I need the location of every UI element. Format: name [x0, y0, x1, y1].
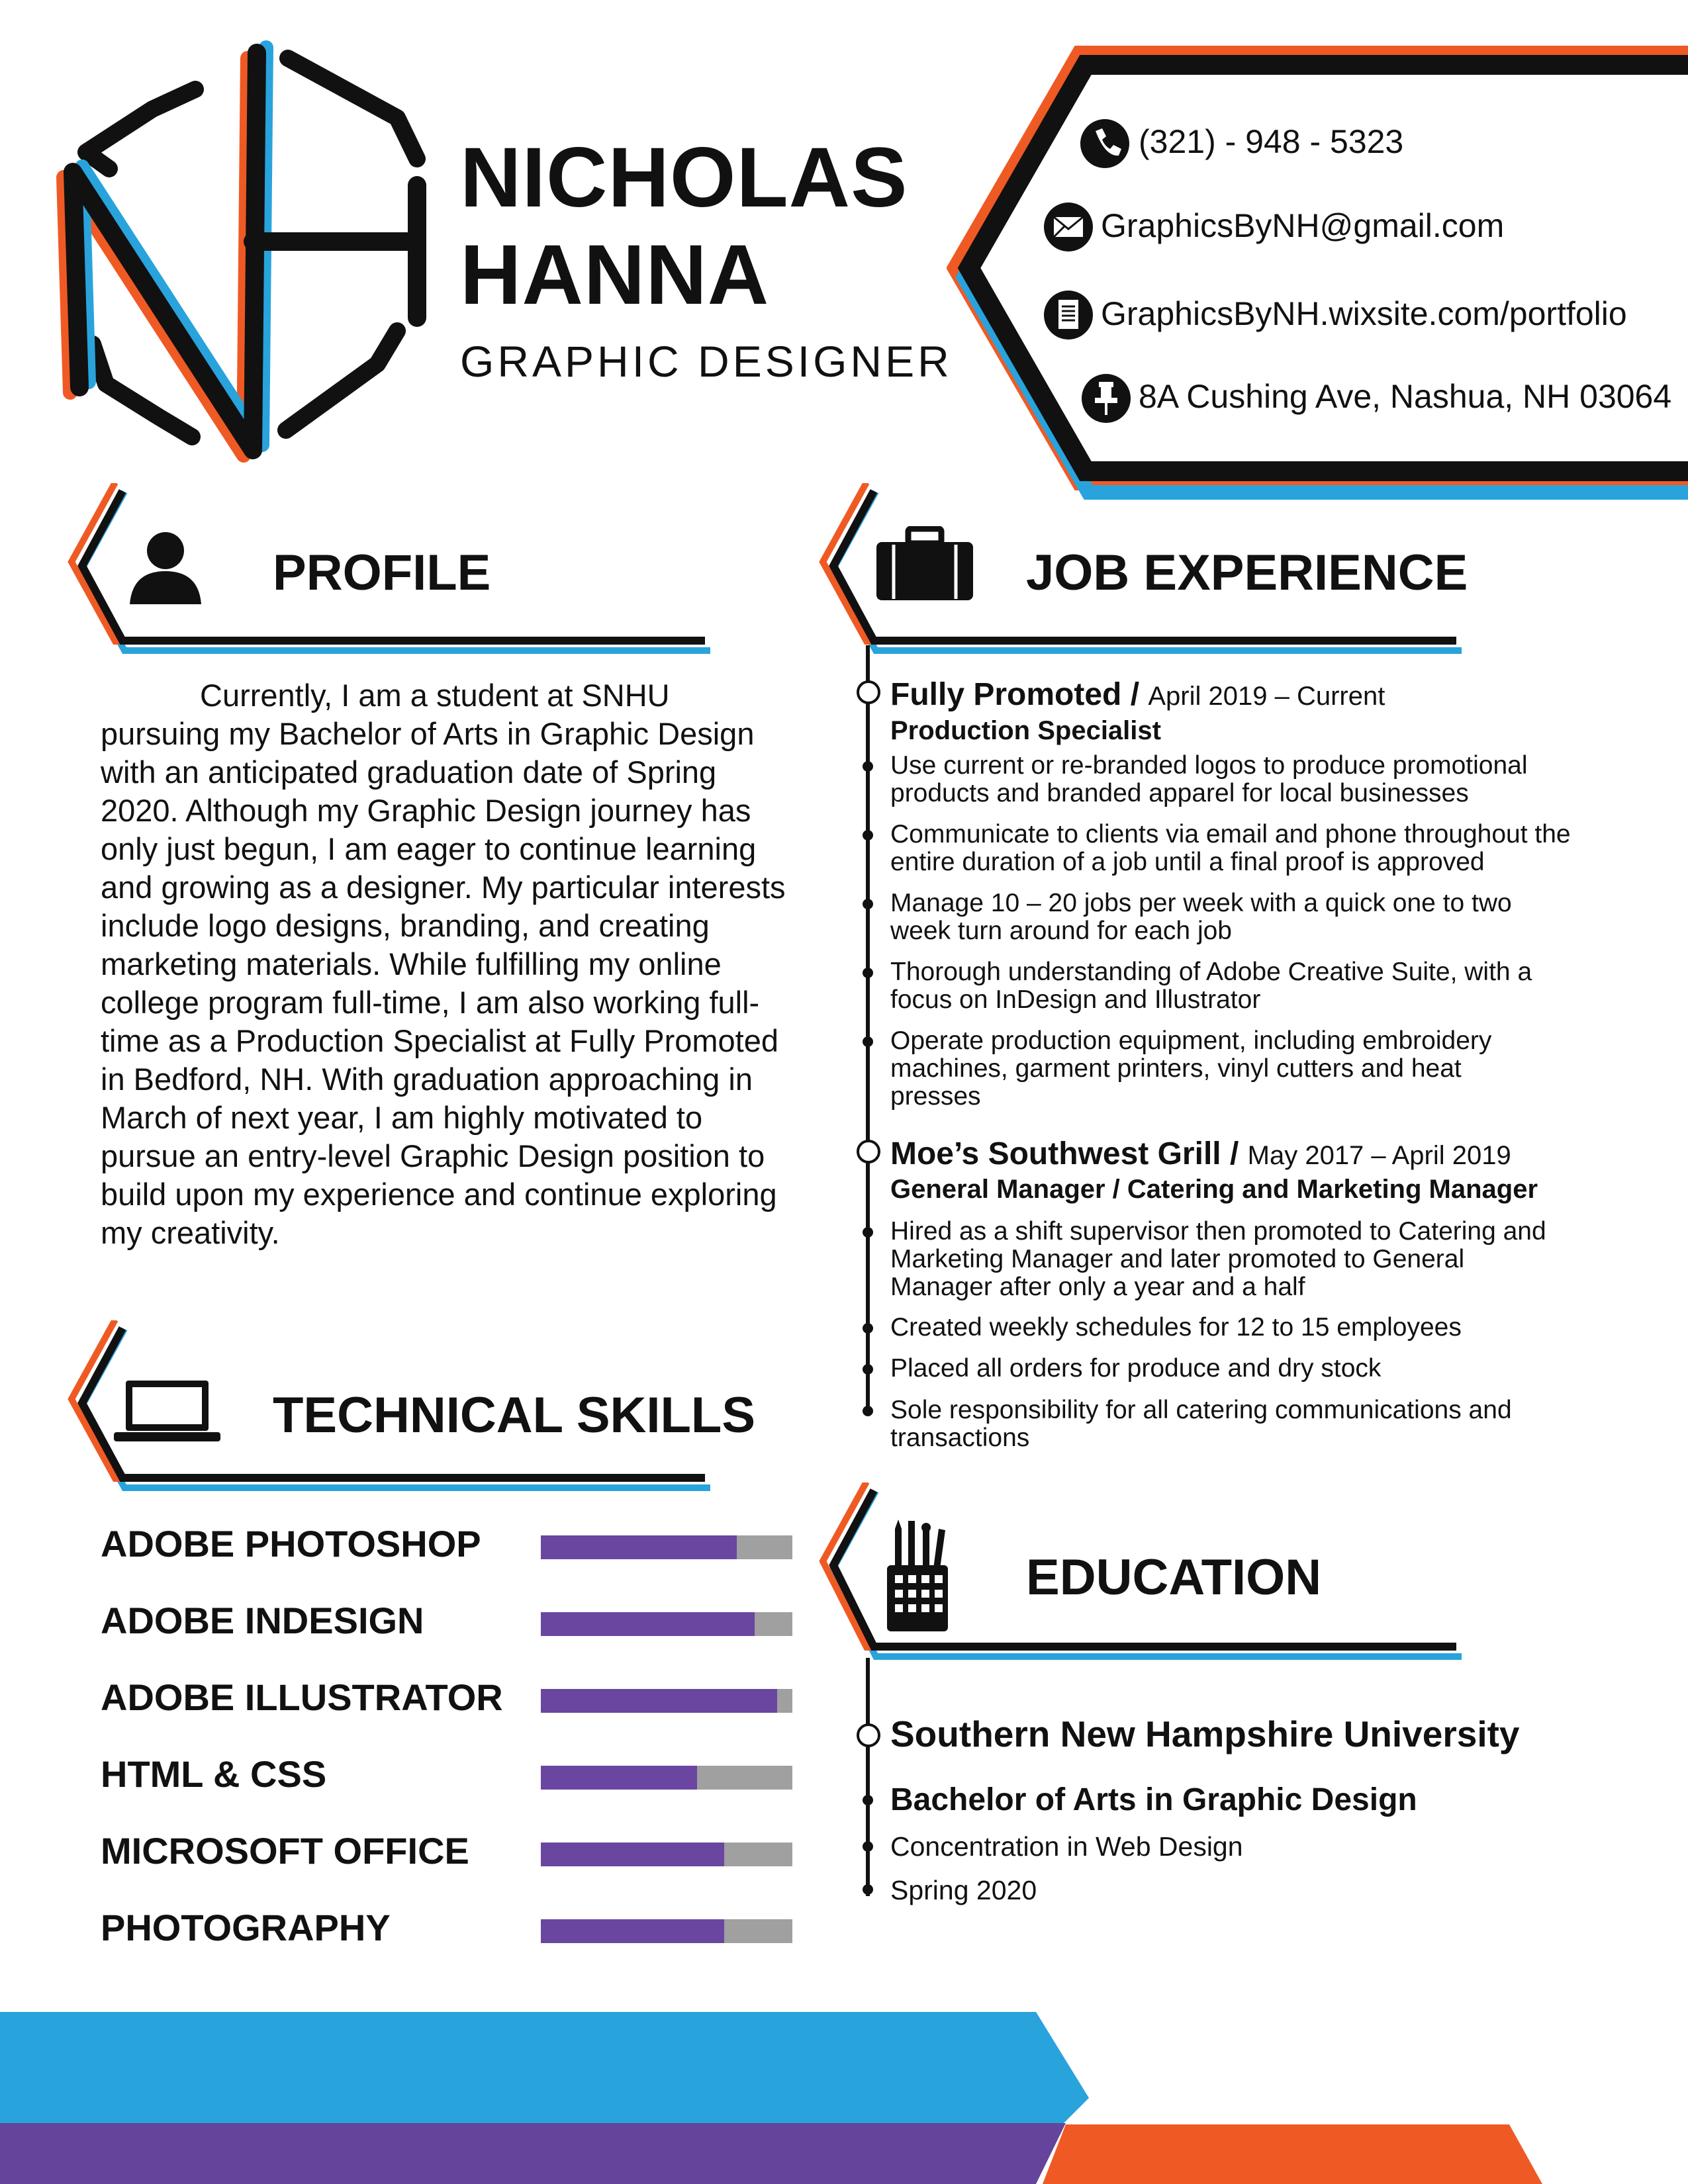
job-separator: /: [1221, 1136, 1248, 1171]
skill-row: [101, 1752, 326, 1796]
document-icon: [1043, 289, 1094, 341]
job-company: Fully Promoted: [890, 677, 1122, 712]
contact-frame: [947, 40, 1688, 503]
skill-bar: [541, 1535, 792, 1559]
bullet-dot: [863, 1841, 873, 1852]
skill-row: [101, 1906, 391, 1949]
experience-timeline: [866, 645, 870, 1413]
job-title: GRAPHIC DESIGNER: [460, 337, 953, 386]
footer-decoration: [0, 2012, 1688, 2184]
job-role: Production Specialist: [890, 716, 1161, 745]
education-degree: Bachelor of Arts in Graphic Design: [890, 1782, 1417, 1817]
profile-body: [101, 676, 789, 1252]
timeline-node: [857, 680, 880, 704]
job-bullet: Created weekly schedules for 12 to 15 employees: [890, 1313, 1462, 1342]
job-dates: April 2019 – Current: [1148, 682, 1385, 711]
skill-fill: [541, 1612, 755, 1636]
job-bullet: Operate production equipment, including embroidery machines, garment printers, vinyl cutters and heat presses: [890, 1026, 1492, 1111]
skill-row: [101, 1599, 424, 1642]
bullet-dot: [863, 761, 873, 772]
bullet-dot: [863, 1364, 873, 1375]
profile-text: Currently, I am a student at SNHU pursuing my Bachelor of Arts in Graphic Design with an anticipated graduation date of Spring 2020. Although my Graphic Design journey has only just begun, I am eager to continue learning and growing as a designer. My particular interests include logo designs, branding, and creating marketing materials. While fulfilling my online college program full-time, I am also working full-time as a Production Specialist at Fully Promoted in Bedford, NH. With graduation approaching in March of next year, I am highly motivated to pursue an entry-level Graphic Design position to build upon my experience and continue exploring my creativity.: [101, 678, 786, 1250]
profile-heading: PROFILE: [273, 545, 491, 601]
job-header: [890, 1136, 1511, 1172]
education-date: Spring 2020: [890, 1875, 1037, 1905]
skill-fill: [541, 1919, 724, 1943]
pencil-cup-icon: [886, 1516, 952, 1635]
skill-label: PHOTOGRAPHY: [101, 1907, 391, 1948]
skill-bar: [541, 1766, 792, 1790]
job-header: [890, 676, 1385, 713]
laptop-icon: [113, 1378, 222, 1444]
skill-bar: [541, 1612, 792, 1636]
skill-fill: [541, 1766, 697, 1790]
job-bullet: Manage 10 – 20 jobs per week with a quick one to two week turn around for each job: [890, 889, 1512, 945]
phone-number[interactable]: (321) - 948 - 5323: [1139, 123, 1404, 160]
skill-fill: [541, 1689, 777, 1713]
job-bullet: Hired as a shift supervisor then promoted to Catering and Marketing Manager and later promoted to General Manager after only a year and a half: [890, 1217, 1546, 1301]
address: 8A Cushing Ave, Nashua, NH 03064: [1139, 378, 1672, 415]
education-timeline: [866, 1658, 870, 1896]
skill-label: ADOBE INDESIGN: [101, 1600, 424, 1641]
email-icon: [1043, 201, 1094, 253]
skill-fill: [541, 1843, 724, 1866]
bullet-dot: [863, 1795, 873, 1805]
bullet-dot: [863, 899, 873, 909]
bullet-dot: [863, 1227, 873, 1238]
skill-label: ADOBE ILLUSTRATOR: [101, 1676, 503, 1718]
nh-monogram-logo: [46, 26, 457, 477]
skill-bar: [541, 1919, 792, 1943]
job-company: Moe’s Southwest Grill: [890, 1136, 1221, 1171]
education-concentration: Concentration in Web Design: [890, 1831, 1243, 1862]
skill-row: [101, 1522, 481, 1565]
briefcase-icon: [875, 526, 974, 602]
pushpin-icon: [1080, 373, 1132, 424]
bullet-dot: [863, 1036, 873, 1047]
first-name: NICHOLAS: [460, 130, 908, 225]
bullet-dot: [863, 1406, 873, 1416]
education-heading: EDUCATION: [1026, 1549, 1322, 1606]
skill-row: [101, 1676, 503, 1719]
person-icon: [126, 529, 205, 606]
email-link[interactable]: GraphicsByNH@gmail.com: [1101, 207, 1505, 244]
job-role: General Manager / Catering and Marketing Manager: [890, 1175, 1538, 1204]
skill-fill: [541, 1535, 737, 1559]
bullet-dot: [863, 830, 873, 841]
timeline-node: [857, 1723, 880, 1747]
bullet-dot: [863, 1884, 873, 1895]
job-bullet: Thorough understanding of Adobe Creative Suite, with a focus on InDesign and Illustrator: [890, 958, 1532, 1014]
job-bullet: Communicate to clients via email and phone throughout the entire duration of a job until a final proof is approved: [890, 820, 1571, 876]
job-bullet: Use current or re-branded logos to produce promotional products and branded apparel for local businesses: [890, 751, 1528, 807]
skill-bar: [541, 1843, 792, 1866]
timeline-node: [857, 1140, 880, 1163]
last-name: HANNA: [460, 228, 770, 322]
job-bullet: Sole responsibility for all catering communications and transactions: [890, 1396, 1512, 1452]
skill-row: [101, 1829, 469, 1872]
job-dates: May 2017 – April 2019: [1247, 1141, 1511, 1170]
bullet-dot: [863, 1323, 873, 1334]
job-separator: /: [1121, 677, 1149, 712]
job-bullet: Placed all orders for produce and dry stock: [890, 1354, 1382, 1383]
skill-label: HTML & CSS: [101, 1753, 327, 1795]
skill-label: MICROSOFT OFFICE: [101, 1830, 469, 1872]
phone-icon: [1079, 118, 1131, 169]
logo: [46, 26, 457, 477]
skill-bar: [541, 1689, 792, 1713]
bullet-dot: [863, 968, 873, 978]
skills-heading: TECHNICAL SKILLS: [273, 1387, 756, 1443]
skill-label: ADOBE PHOTOSHOP: [101, 1523, 481, 1565]
portfolio-link[interactable]: GraphicsByNH.wixsite.com/portfolio: [1101, 295, 1627, 332]
experience-heading: JOB EXPERIENCE: [1026, 545, 1468, 601]
education-school: Southern New Hampshire University: [890, 1713, 1520, 1754]
